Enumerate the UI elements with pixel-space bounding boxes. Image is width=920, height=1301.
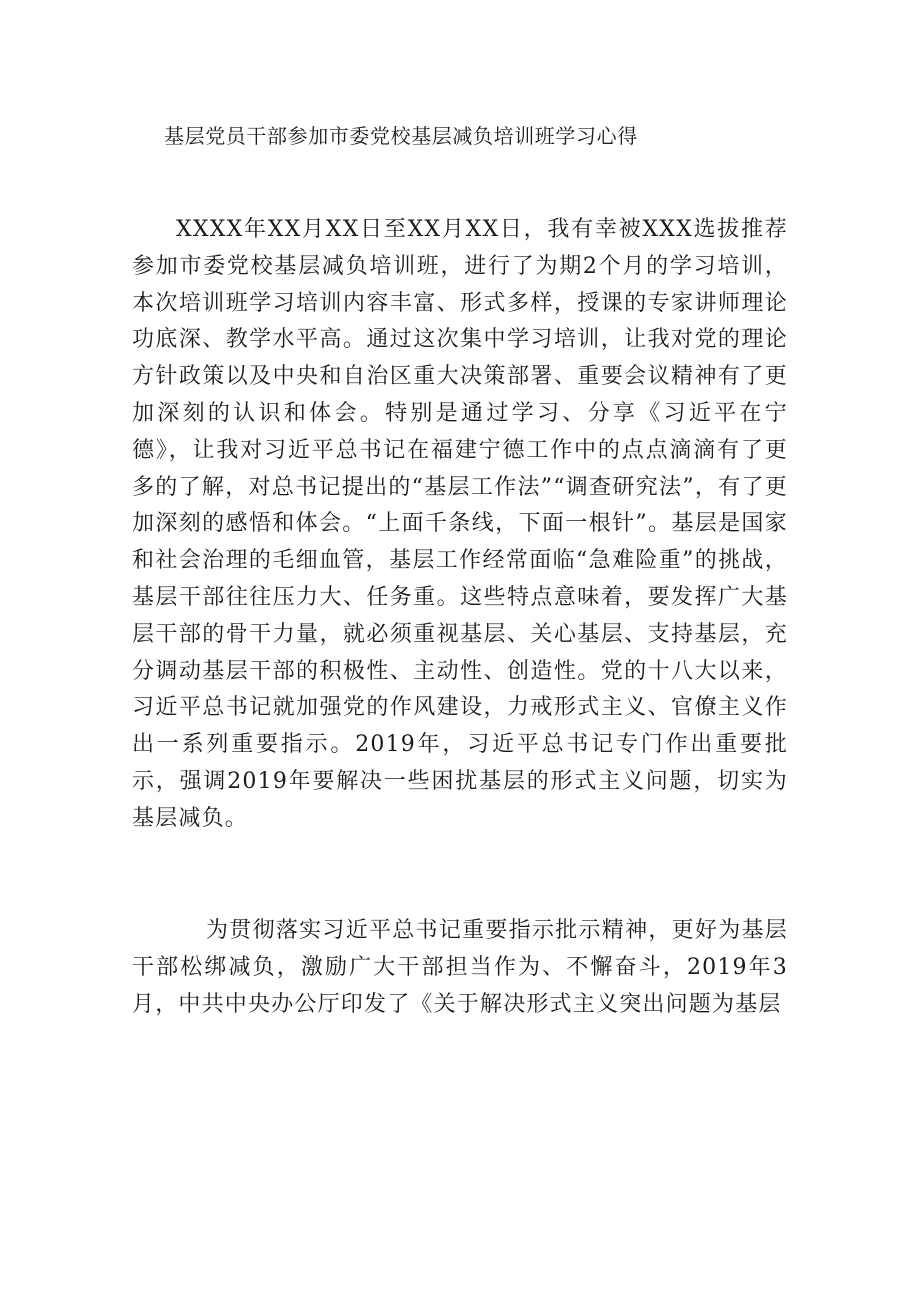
document-title: 基层党员干部参加市委党校基层减负培训班学习心得 — [164, 124, 638, 148]
body-paragraph-2: 为贯彻落实习近平总书记重要指示批示精神，更好为基层干部松绑减负，激励广大干部担当作为、不懈奋斗，2019年3月，中共中央办公厅印发了《关于解决形式主义突出问题为基层 — [132, 918, 788, 1017]
body-paragraph-1: XXXX年XX月XX日至XX月XX日，我有幸被XXX选拔推荐参加市委党校基层减负培训班，进行了为期2个月的学习培训，本次培训班学习培训内容丰富、形式多样，授课的专家讲师理论功底深、教学水平高。通过这次集中学习培训，让我对党的理论方针政策以及中央和自治区重大决策部署、重要会议精神有了更加深刻的认识和体会。特别是通过学习、分享《习近平在宁德》，让我对习近平总书记在福建宁德工作中的点点滴滴有了更多的了解，对总书记提出的“基层工作法”“调查研究法”，有了更加深刻的感悟和体会。“上面千条线，下面一根针”。基层是国家和社会治理的毛细血管，基层工作经常面临“急难险重”的挑战，基层干部往往压力大、任务重。这些特点意味着，要发挥广大基层干部的骨干力量，就必须重视基层、关心基层、支持基层，充分调动基层干部的积极性、主动性、创造性。党的十八大以来，习近平总书记就加强党的作风建设，力戒形式主义、官僚主义作出一系列重要指示。2019年，习近平总书记专门作出重要批示，强调2019年要解决一些困扰基层的形式主义问题，切实为基层减负。 — [132, 217, 788, 831]
